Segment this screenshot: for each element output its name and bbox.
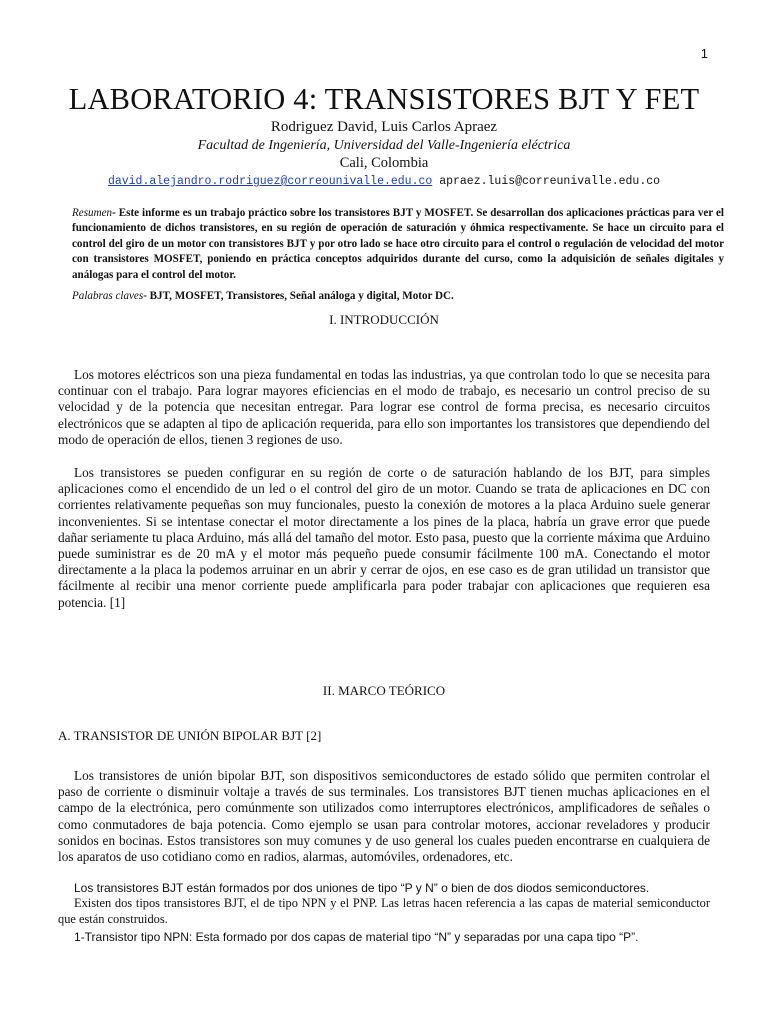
- intro-paragraph-1: Los motores eléctricos son una pieza fundamental en todas las industrias, ya que controlan todo lo que se necesita para continuar con el trabajo. Para lograr mayores eficiencias en el modo de trabajo, es necesario un control preciso de su velocidad y de la potencia que necesitan entregar. Para lograr ese control de forma precisa, es necesario circuitos electrónicos que se adapten al tipo de aplicación requerida, para ello son importantes los transistores que dependiendo del modo de operación de ellos, tienen 3 regiones de uso.: [58, 367, 710, 447]
- paper-title: LABORATORIO 4: TRANSISTORES BJT Y FET: [68, 82, 700, 116]
- section-heading-marco-teorico: II. MARCO TEÓRICO: [322, 683, 446, 698]
- npn-line: 1-Transistor tipo NPN: Esta formado por dos capas de material tipo “N” y separadas por una capa tipo “P”.: [74, 930, 639, 944]
- abstract-lead: Resumen: [72, 207, 113, 219]
- city: Cali, Colombia: [339, 155, 429, 171]
- email-apraez: apraez.luis@correunivalle.edu.co: [439, 175, 661, 188]
- abstract: [58, 206, 724, 283]
- section-heading-introduccion: I. INTRODUCCIÓN: [329, 312, 439, 327]
- subsection-heading-bjt: A. TRANSISTOR DE UNIÓN BIPOLAR BJT [2]: [58, 728, 322, 743]
- bjt-formed-line: Los transistores BJT están formados por dos uniones de tipo “P y N” o bien de dos diodos semiconductores.: [74, 881, 650, 895]
- affiliation: Facultad de Ingeniería, Universidad del Valle-Ingeniería eléctrica: [197, 138, 571, 153]
- keywords: [58, 289, 724, 304]
- page-number: 1: [700, 46, 708, 61]
- keywords-text: - BJT, MOSFET, Transistores, Señal análoga y digital, Motor DC.: [143, 290, 454, 302]
- authors: Rodriguez David, Luis Carlos Apraez: [270, 119, 498, 135]
- email-link-rodriguez[interactable]: david.alejandro.rodriguez@correounivalle.edu.co: [107, 175, 433, 188]
- intro-paragraph-2: Los transistores se pueden configurar en su región de corte o de saturación hablando de los BJT, para simples aplicaciones como el encendido de un led o el control del giro de un motor. Cuando se trata de aplicaciones en DC con corrientes relativamente pequeñas son muy funcionales, puesto la conexión de motores a la placa Arduino suele generar inconvenientes. Si se intentase conectar el motor directamente a los pines de la placa, habría un grave error que puede dañar seriamente tu placa Arduino, más allá del tamaño del motor. Esto pasa, puesto que la corriente máxima que Arduino puede suministrar es de 20 mA y el motor más pequeño puede consumir fácilmente 100 mA. Conectando el motor directamente a la placa la podemos arruinar en un abrir y cerrar de ojos, en ese caso es de gran utilidad un transistor que fácilmente al recibir una menor corriente puede amplificarla para poder trabajar con aplicaciones que requieren esa potencia. [1]: [58, 465, 710, 610]
- bjt-paragraph: Los transistores de unión bipolar BJT, son dispositivos semiconductores de estado sólido que permiten controlar el paso de corriente o disminuir voltaje a través de sus terminales. Los transistores BJT tienen muchas aplicaciones en el campo de la electrónica, pero comúnmente son utilizados como interruptores electrónicos, amplificadores de señales o como conmutadores de baja potencia. Como ejemplo se usan para controlar motores, accionar reveladores y producir sonidos en bocinas. Estos transistores son muy comunes y de uso general los cuales pueden encontrarse en cualquiera de los aparatos de uso cotidiano como en radios, alarmas, automóviles, ordenadores, etc.: [58, 768, 710, 865]
- emails: [0, 175, 768, 188]
- bjt-types-paragraph: Existen dos tipos transistores BJT, el de tipo NPN y el PNP. Las letras hacen referencia a las capas de material semiconductor que están construidos.: [58, 896, 710, 926]
- keywords-lead: Palabras claves: [72, 290, 144, 302]
- abstract-text: - Este informe es un trabajo práctico sobre los transistores BJT y MOSFET. Se desarrollan dos aplicaciones prácticas para ver el funcionamiento de dichos transistores, en su región de operación de saturación y óhmica respectivamente. Se hace un circuito para el control del giro de un motor con transistores BJT y por otro lado se hace otro circuito para el control o regulación de velocidad del motor con transistores MOSFET, poniendo en práctica conceptos adquiridos durante del curso, como la adquisición de señales digitales y análogas para el control del motor.: [72, 207, 724, 281]
